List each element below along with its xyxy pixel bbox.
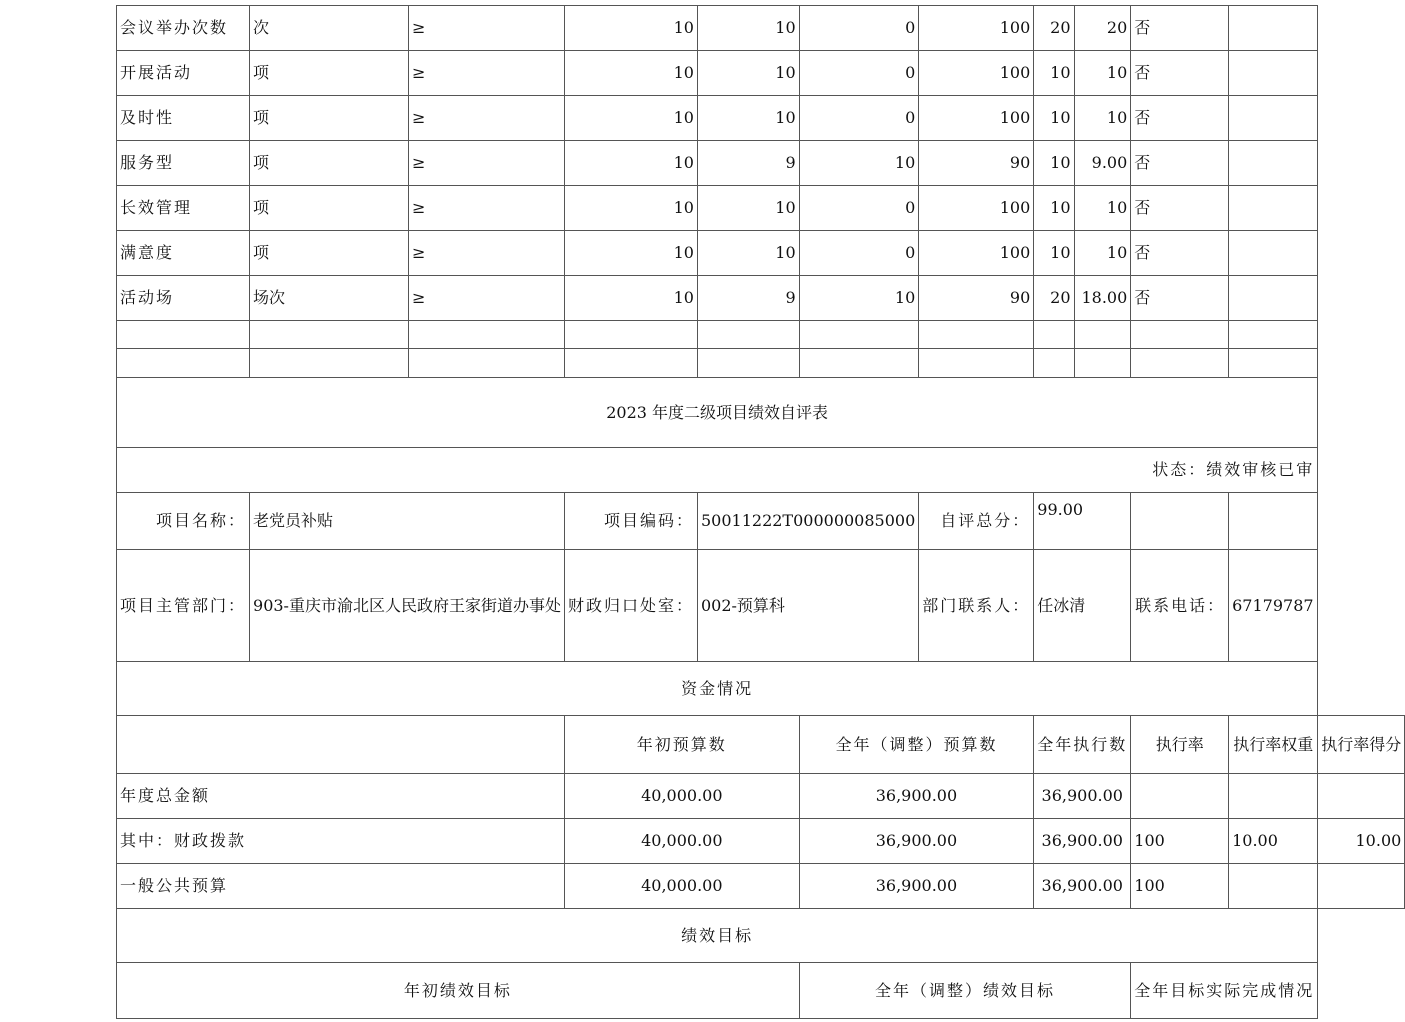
perf-header-adjusted: 全年（调整）绩效目标 [799,963,1131,1019]
indicator-weight: 10 [1034,96,1074,141]
indicator-row [117,276,1405,321]
indicator-row [117,6,1405,51]
perf-title: 绩效目标 [117,909,1318,963]
indicator-operator: ≥ [409,51,565,96]
dept-label: 项目主管部门： [117,550,250,662]
contact-person: 任冰清 [1034,550,1131,662]
indicator-operator: ≥ [409,6,565,51]
indicator-target: 10 [564,231,697,276]
self-score-label: 自评总分： [919,493,1034,550]
indicator-deviation: 0 [799,231,919,276]
indicator-flag: 否 [1131,96,1229,141]
indicator-actual: 10 [697,96,799,141]
indicator-deviation: 0 [799,186,919,231]
funds-weight [1229,774,1318,819]
indicator-unit: 项 [250,141,409,186]
indicator-operator: ≥ [409,186,565,231]
indicator-score: 10 [1074,186,1131,231]
indicator-operator: ≥ [409,141,565,186]
indicator-unit: 次 [250,6,409,51]
funds-row-label: 年度总金额 [117,774,565,819]
indicator-weight: 10 [1034,186,1074,231]
col-header-rate: 执行率 [1131,716,1229,774]
indicator-target: 10 [564,186,697,231]
indicator-row [117,96,1405,141]
form-title: 2023 年度二级项目绩效自评表 [117,378,1318,448]
indicator-score: 10 [1074,51,1131,96]
funds-adjusted: 36,900.00 [799,819,1034,864]
funds-weight [1229,864,1318,909]
perf-header-row [117,963,1405,1019]
indicator-completion: 100 [919,6,1034,51]
status-text: 状态：绩效审核已审 [117,448,1318,493]
indicator-rows [117,6,1405,321]
indicator-weight: 20 [1034,6,1074,51]
indicator-actual: 10 [697,6,799,51]
funds-rate: 100 [1131,864,1229,909]
indicator-note [1229,231,1318,276]
phone-number: 67179787 [1229,550,1318,662]
indicator-weight: 10 [1034,51,1074,96]
funds-rate [1131,774,1229,819]
indicator-completion: 100 [919,51,1034,96]
funds-header-row [117,716,1405,774]
self-score: 99.00 [1034,493,1131,550]
indicator-completion: 100 [919,186,1034,231]
indicator-note [1229,186,1318,231]
funds-init: 40,000.00 [564,864,799,909]
funds-init: 40,000.00 [564,819,799,864]
indicator-row [117,231,1405,276]
indicator-flag: 否 [1131,186,1229,231]
indicator-target: 10 [564,276,697,321]
funds-row-label: 一般公共预算 [117,864,565,909]
indicator-unit: 项 [250,96,409,141]
col-header-score: 执行率得分 [1318,716,1405,774]
indicator-flag: 否 [1131,276,1229,321]
indicator-unit: 项 [250,186,409,231]
finance-office: 002-预算科 [697,550,918,662]
indicator-deviation: 0 [799,6,919,51]
performance-table [116,5,1405,1019]
indicator-completion: 100 [919,96,1034,141]
indicator-target: 10 [564,51,697,96]
funds-score: 10.00 [1318,819,1405,864]
dept: 903-重庆市渝北区人民政府王家街道办事处 [250,550,565,662]
indicator-flag: 否 [1131,6,1229,51]
indicator-unit: 项 [250,231,409,276]
indicator-deviation: 0 [799,51,919,96]
indicator-score: 20 [1074,6,1131,51]
col-header-init-budget: 年初预算数 [564,716,799,774]
indicator-note [1229,96,1318,141]
funds-score [1318,864,1405,909]
funds-row [117,864,1405,909]
indicator-operator: ≥ [409,96,565,141]
indicator-row [117,186,1405,231]
indicator-name: 及时性 [117,96,250,141]
funds-executed: 36,900.00 [1034,864,1131,909]
indicator-score: 18.00 [1074,276,1131,321]
indicator-name: 开展活动 [117,51,250,96]
department-row [117,550,1405,662]
project-name-label: 项目名称： [117,493,250,550]
indicator-unit: 场次 [250,276,409,321]
indicator-score: 10 [1074,231,1131,276]
indicator-score: 9.00 [1074,141,1131,186]
empty-row [117,349,1405,378]
indicator-name: 长效管理 [117,186,250,231]
indicator-actual: 10 [697,231,799,276]
funds-init: 40,000.00 [564,774,799,819]
indicator-deviation: 10 [799,141,919,186]
indicator-flag: 否 [1131,231,1229,276]
indicator-operator: ≥ [409,276,565,321]
indicator-completion: 90 [919,141,1034,186]
indicator-target: 10 [564,6,697,51]
indicator-note [1229,6,1318,51]
funds-executed: 36,900.00 [1034,819,1131,864]
project-name: 老党员补贴 [250,493,565,550]
indicator-weight: 10 [1034,141,1074,186]
funds-score [1318,774,1405,819]
indicator-note [1229,141,1318,186]
indicator-completion: 100 [919,231,1034,276]
indicator-operator: ≥ [409,231,565,276]
funds-executed: 36,900.00 [1034,774,1131,819]
funds-adjusted: 36,900.00 [799,774,1034,819]
col-header-adjusted-budget: 全年（调整）预算数 [799,716,1034,774]
indicator-actual: 10 [697,51,799,96]
indicator-unit: 项 [250,51,409,96]
indicator-actual: 9 [697,276,799,321]
funds-title: 资金情况 [117,662,1318,716]
funds-rate: 100 [1131,819,1229,864]
indicator-target: 10 [564,96,697,141]
indicator-row [117,51,1405,96]
project-info-row [117,493,1405,550]
funds-row [117,774,1405,819]
finance-label: 财政归口处室： [564,550,697,662]
indicator-target: 10 [564,141,697,186]
perf-header-actual: 全年目标实际完成情况 [1131,963,1318,1019]
indicator-deviation: 10 [799,276,919,321]
col-header-executed: 全年执行数 [1034,716,1131,774]
indicator-actual: 10 [697,186,799,231]
indicator-weight: 20 [1034,276,1074,321]
contact-label: 部门联系人： [919,550,1034,662]
perf-header-initial: 年初绩效目标 [117,963,800,1019]
indicator-deviation: 0 [799,96,919,141]
empty-row [117,321,1405,349]
indicator-weight: 10 [1034,231,1074,276]
funds-row [117,819,1405,864]
phone-label: 联系电话： [1131,550,1229,662]
indicator-score: 10 [1074,96,1131,141]
indicator-note [1229,276,1318,321]
indicator-row [117,141,1405,186]
project-code-label: 项目编码： [564,493,697,550]
funds-row-label: 其中：财政拨款 [117,819,565,864]
funds-weight: 10.00 [1229,819,1318,864]
indicator-actual: 9 [697,141,799,186]
indicator-note [1229,51,1318,96]
col-header-weight: 执行率权重 [1229,716,1318,774]
funds-adjusted: 36,900.00 [799,864,1034,909]
indicator-name: 满意度 [117,231,250,276]
indicator-completion: 90 [919,276,1034,321]
indicator-name: 会议举办次数 [117,6,250,51]
indicator-name: 活动场 [117,276,250,321]
project-code: 50011222T000000085000 [697,493,918,550]
indicator-name: 服务型 [117,141,250,186]
indicator-flag: 否 [1131,141,1229,186]
indicator-flag: 否 [1131,51,1229,96]
